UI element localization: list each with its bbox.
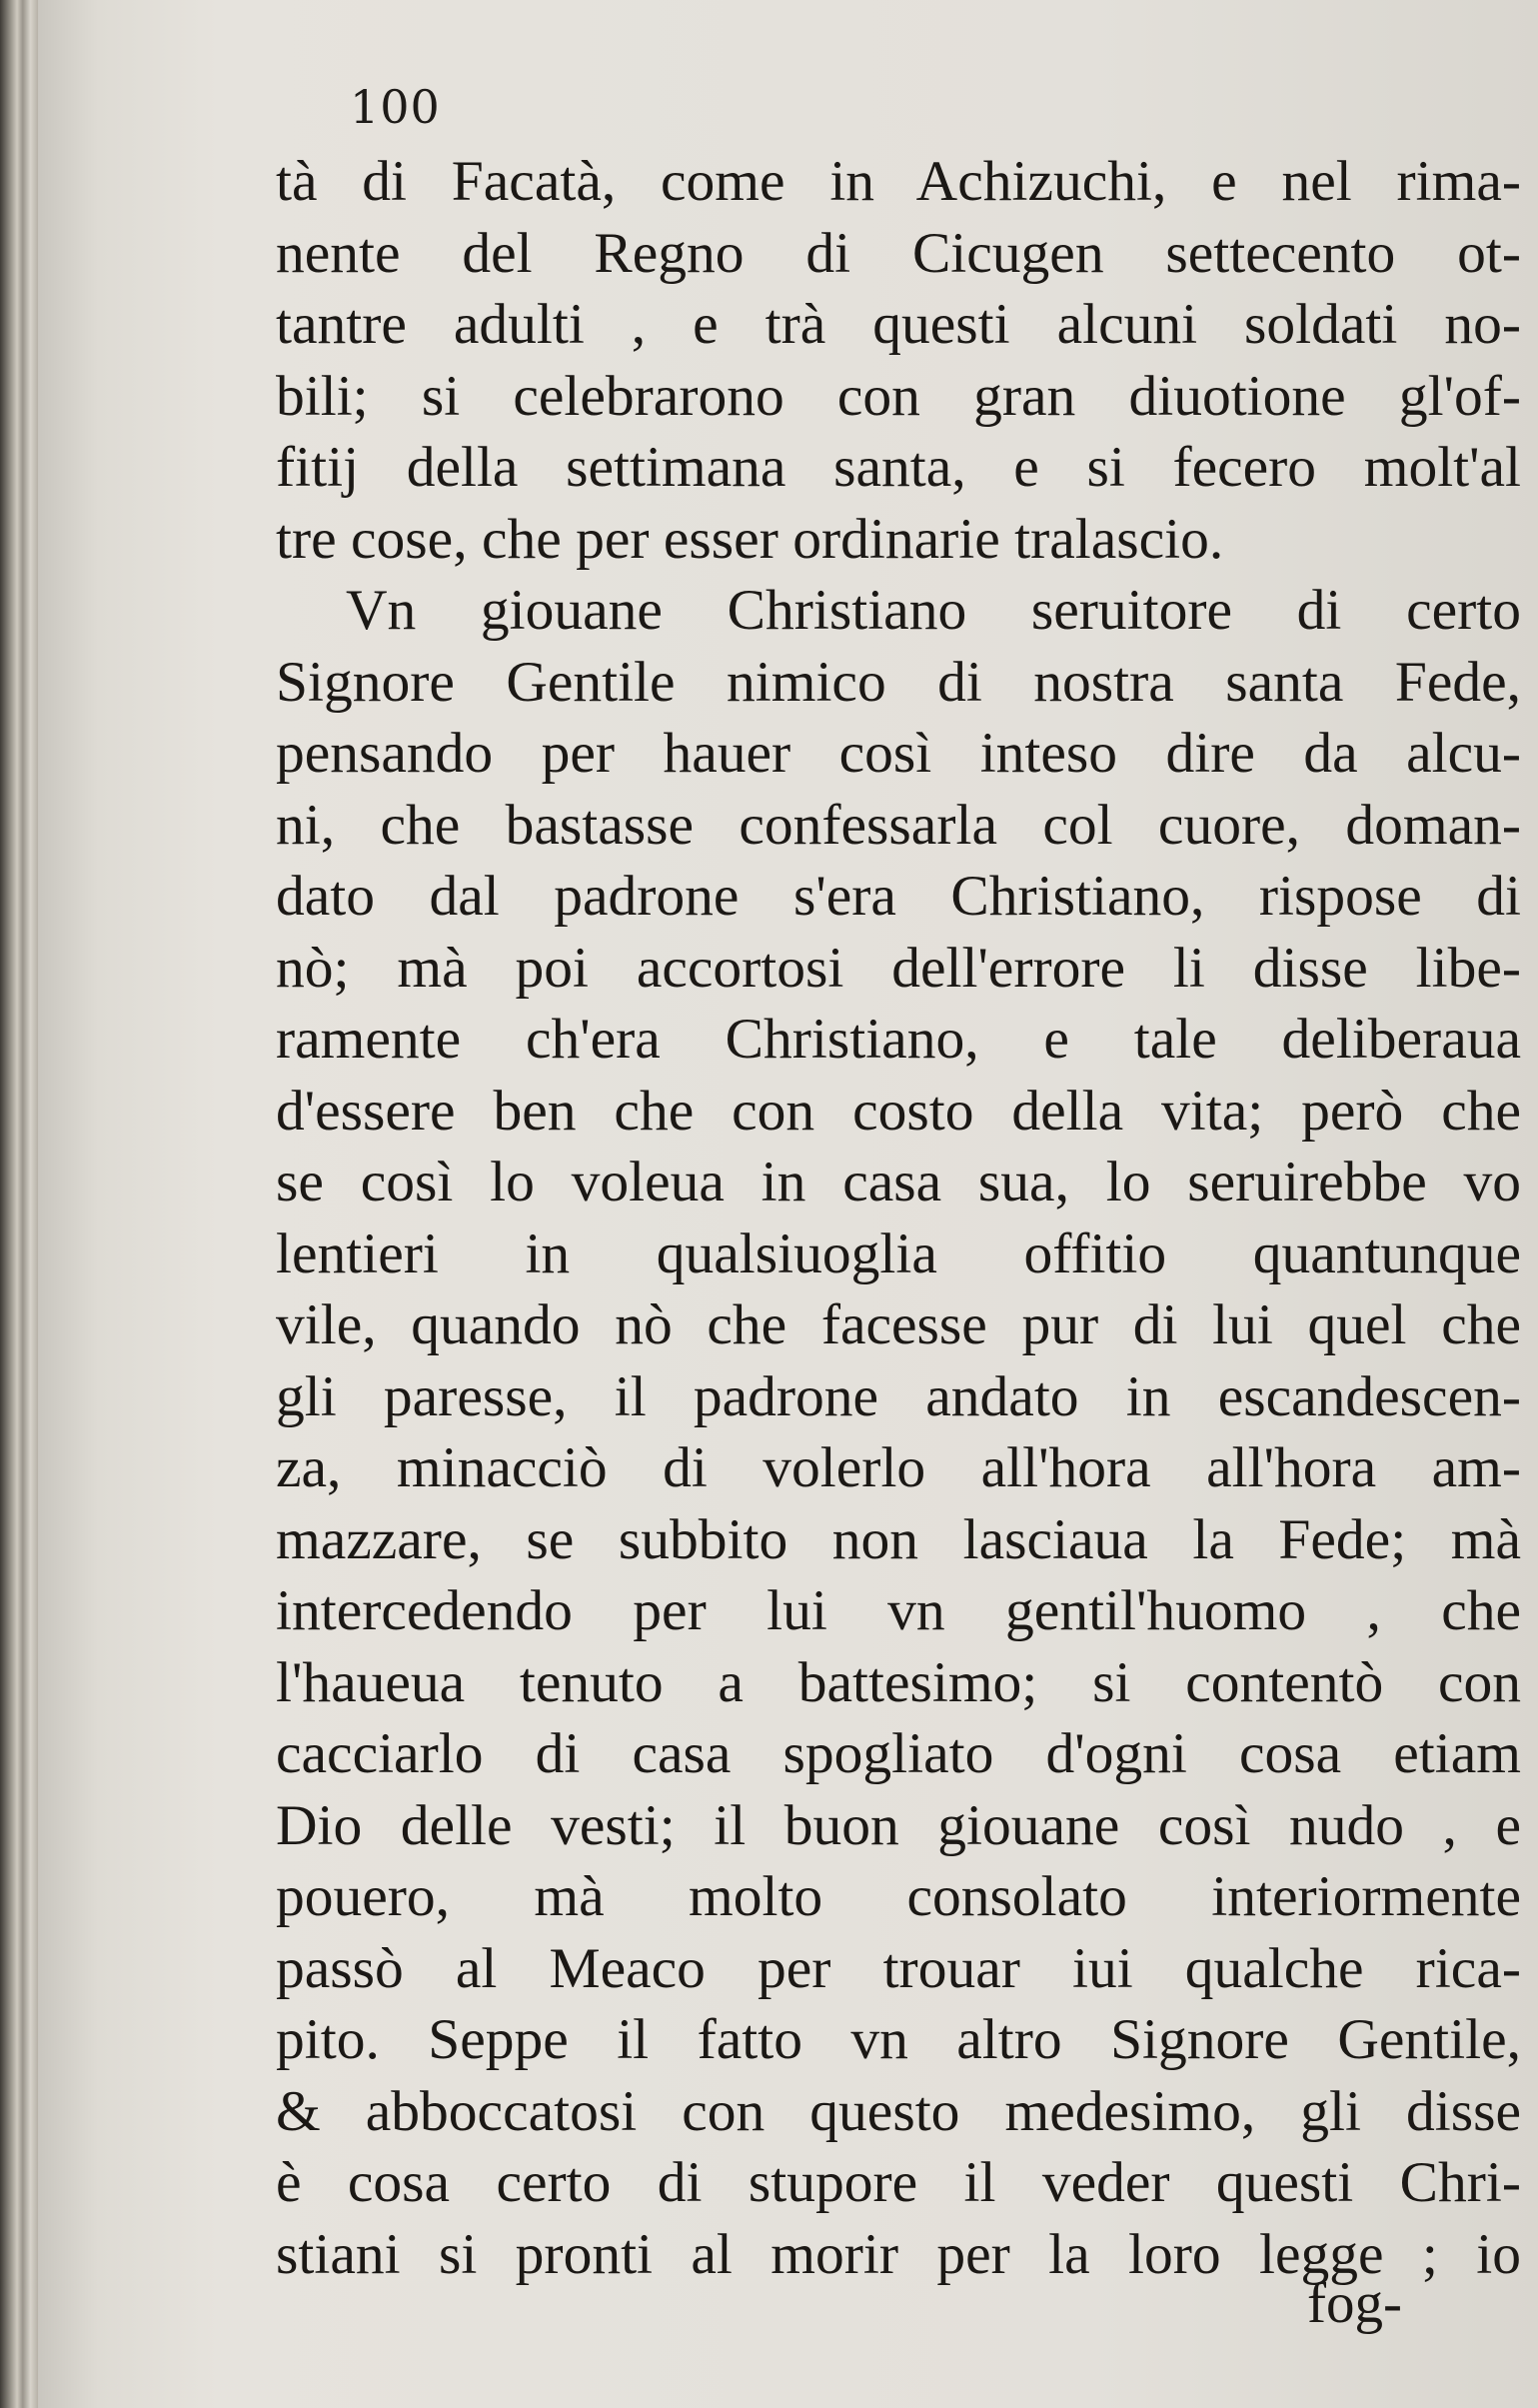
page-number: 100	[350, 80, 441, 134]
text-line: d'essere ben che con costo della vita; però che	[276, 1079, 1521, 1143]
text-line: nò; mà poi accortosi dell'errore li disse libe-	[276, 936, 1521, 1000]
text-line: tà di Facatà, come in Achizuchi, e nel rima-	[276, 150, 1521, 213]
text-line: nente del Regno di Cicugen settecento ot-	[276, 221, 1521, 285]
text-line: ni, che bastasse confessarla col cuore, doman-	[276, 793, 1521, 857]
text-line: za, minacciò di volerlo all'hora all'hora am-	[276, 1436, 1521, 1499]
book-spine-edge	[0, 0, 38, 2408]
text-line: l'haueua tenuto a battesimo; si contentò con	[276, 1650, 1521, 1714]
text-line: stiani si pronti al morir per la loro legge ; io	[276, 2222, 1521, 2286]
text-line: tre cose, che per esser ordinarie tralascio.	[276, 507, 1224, 571]
catchword: fog-	[1307, 2272, 1402, 2335]
text-line: Dio delle vesti; il buon giouane così nudo , e	[276, 1793, 1521, 1857]
text-line: pensando per hauer così inteso dire da alcu-	[276, 722, 1521, 785]
text-line: passò al Meaco per trouar iui qualche rica-	[276, 1936, 1521, 2000]
text-line: mazzare, se subbito non lasciaua la Fede; mà	[276, 1507, 1521, 1571]
text-line: tantre adulti , e trà questi alcuni soldati no-	[276, 293, 1521, 356]
text-line: vile, quando nò che facesse pur di lui quel che	[276, 1293, 1521, 1356]
text-line: dato dal padrone s'era Christiano, rispose di	[276, 865, 1521, 928]
text-line: Signore Gentile nimico di nostra santa Fede,	[276, 650, 1521, 714]
text-line: pouero, mà molto consolato interiormente	[276, 1865, 1521, 1928]
text-line: pito. Seppe il fatto vn altro Signore Gentile,	[276, 2008, 1521, 2071]
text-line: gli paresse, il padrone andato in escandescen-	[276, 1364, 1521, 1428]
text-line: bili; si celebrarono con gran diuotione gl'of-	[276, 364, 1521, 428]
page-body-text	[276, 146, 1521, 2290]
text-line: ramente ch'era Christiano, e tale deliberaua	[276, 1008, 1521, 1071]
text-line: lentieri in qualsiuoglia offitio quantunque	[276, 1221, 1521, 1285]
text-line: intercedendo per lui vn gentil'huomo , che	[276, 1579, 1521, 1642]
text-line: se così lo voleua in casa sua, lo seruirebbe vo	[276, 1151, 1521, 1213]
text-line: cacciarlo di casa spogliato d'ogni cosa etiam	[276, 1722, 1521, 1785]
book-page	[38, 0, 1538, 2408]
text-line: Vn giouane Christiano seruitore di certo	[346, 579, 1521, 642]
text-line: è cosa certo di stupore il veder questi Chri-	[276, 2151, 1521, 2214]
text-line: fitij della settimana santa, e si fecero molt'al	[276, 436, 1521, 499]
text-line: & abboccatosi con questo medesimo, gli disse	[276, 2079, 1521, 2143]
